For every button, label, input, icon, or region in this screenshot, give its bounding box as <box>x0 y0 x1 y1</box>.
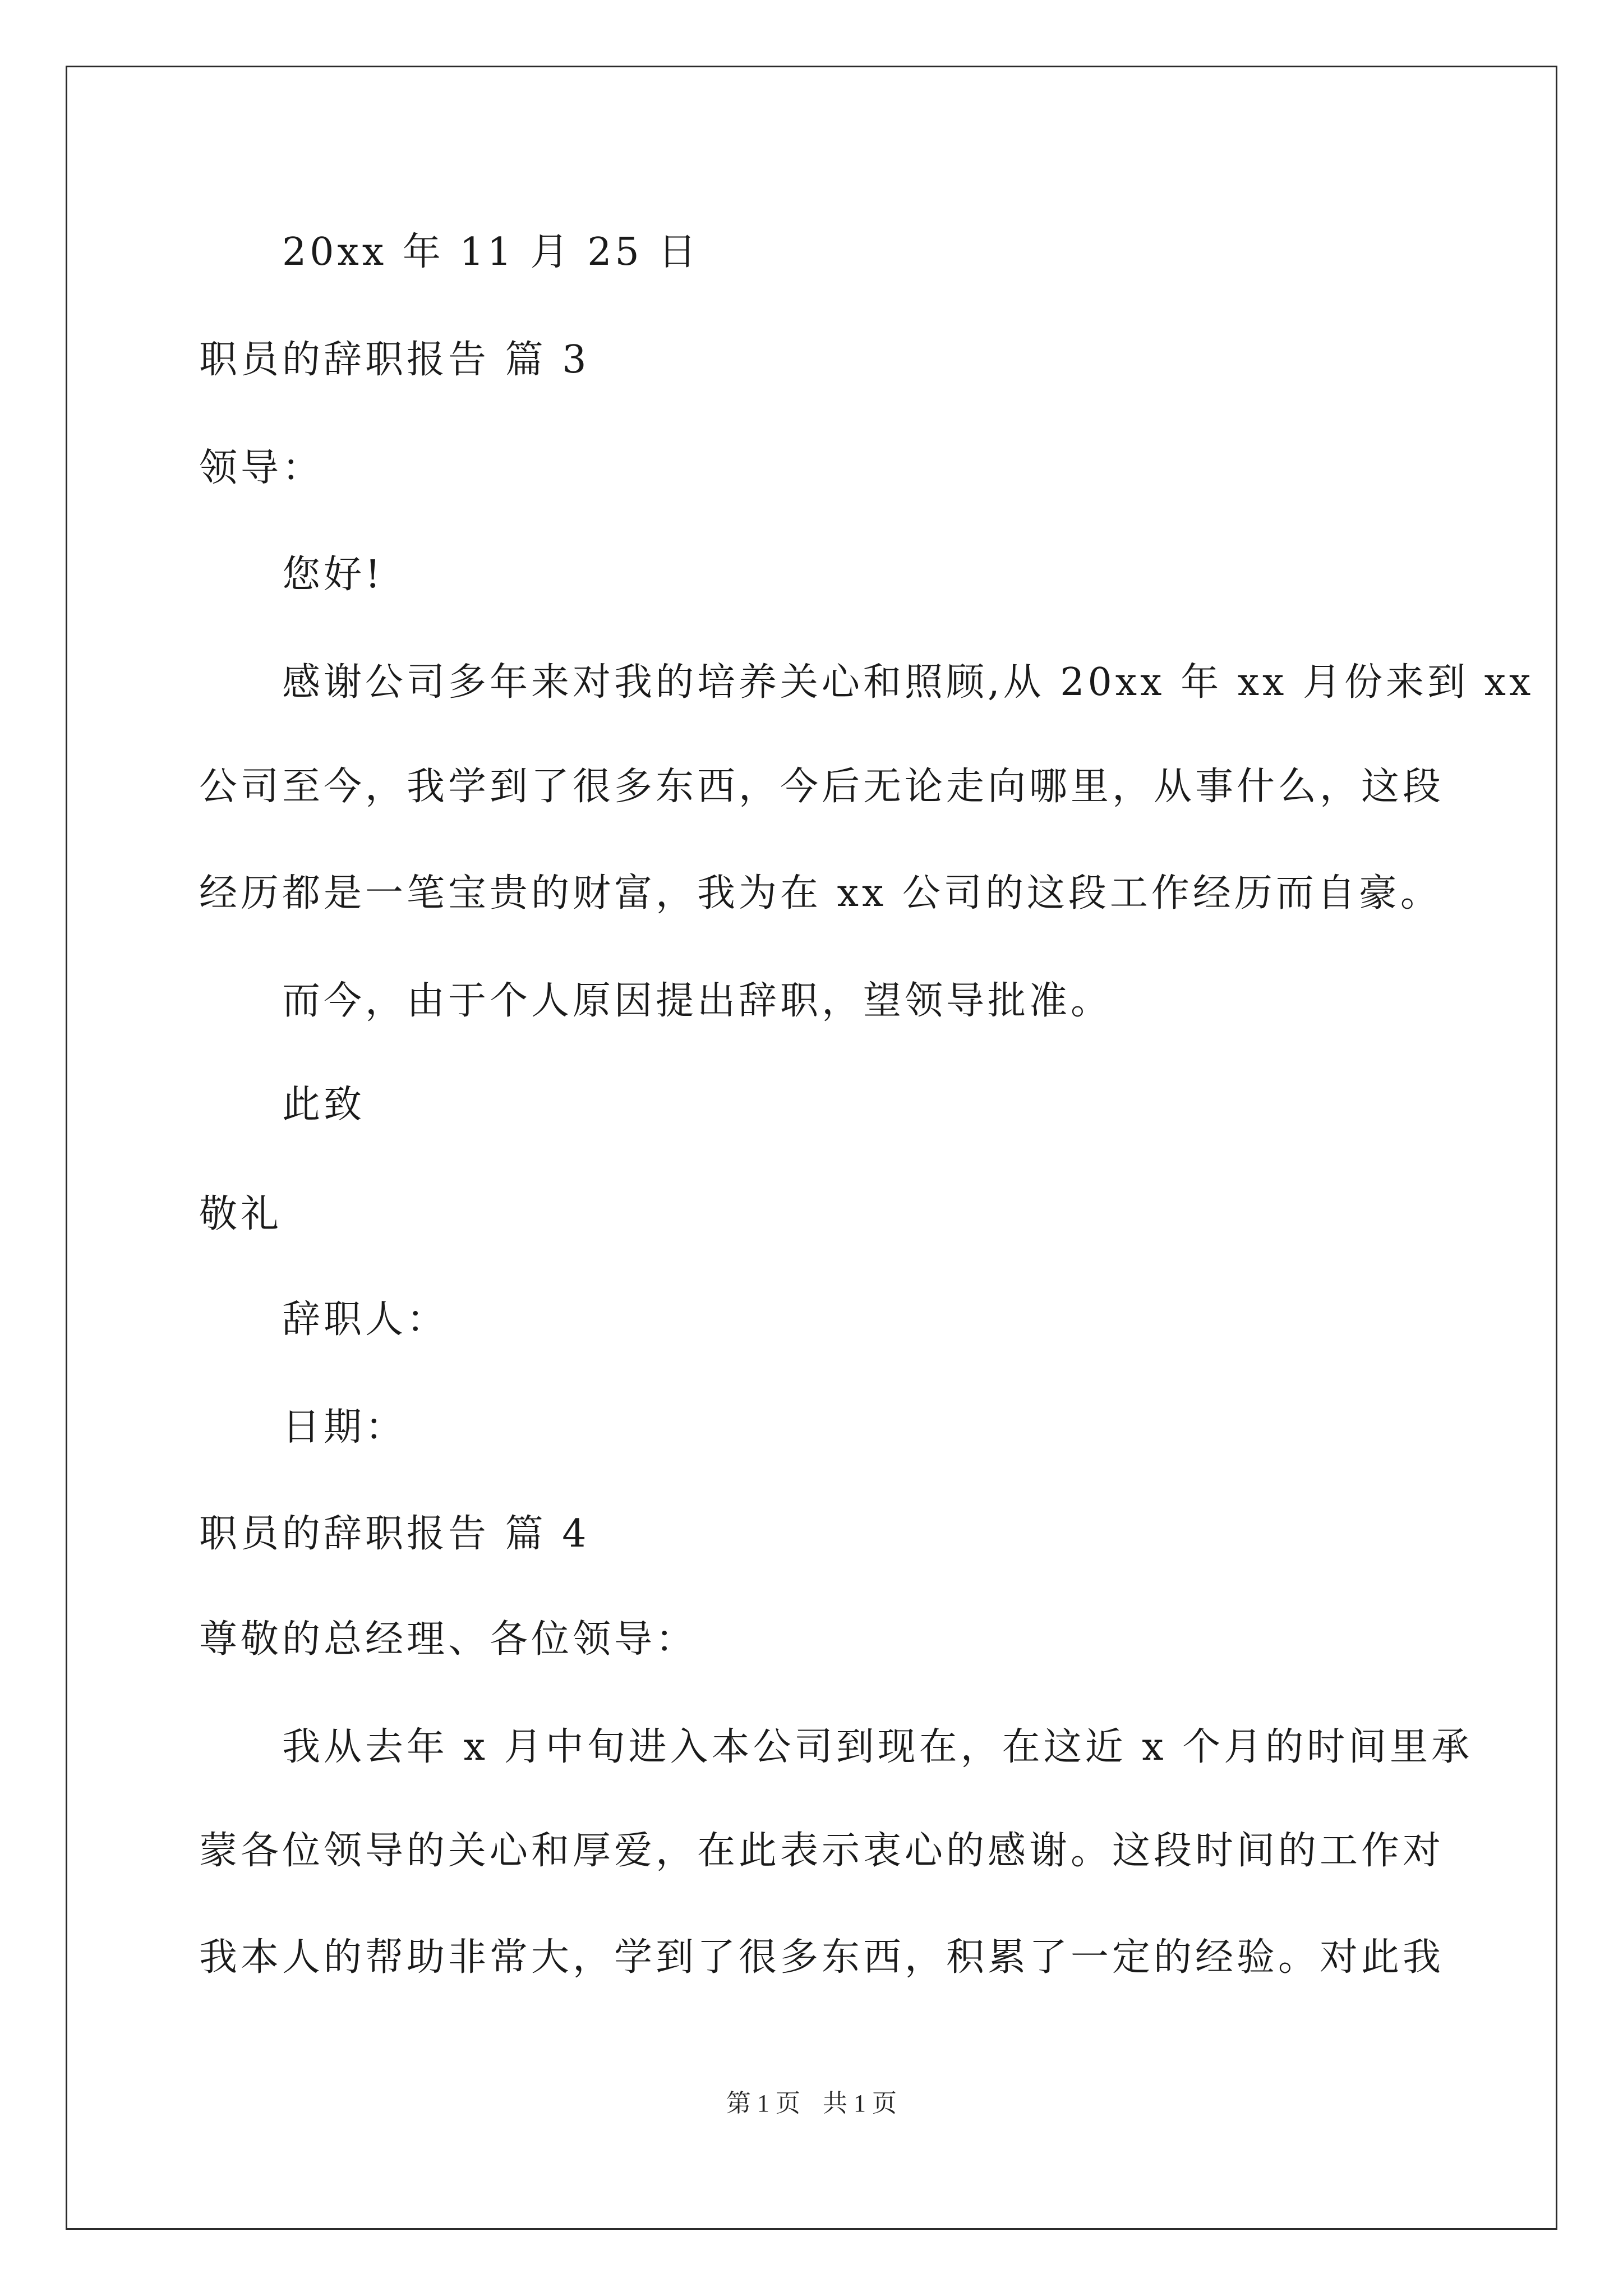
body-line: 而今，由于个人原因提出辞职，望领导批准。 <box>282 979 1113 1023</box>
date-label: 日期： <box>282 1405 407 1450</box>
body-line: 我本人的帮助非常大，学到了很多东西，积累了一定的经验。对此我 <box>199 1935 1445 1980</box>
page-total: 共 1 页 <box>823 2090 897 2117</box>
section-heading: 职员的辞职报告 篇 3 <box>199 338 590 382</box>
body-line: 经历都是一笔宝贵的财富，我为在 xx 公司的这段工作经历而自豪。 <box>199 871 1442 915</box>
page-number: 第 1 页 <box>726 2090 800 2117</box>
page-footer <box>0 2087 1623 2120</box>
body-line: 感谢公司多年来对我的培养关心和照顾,从 20xx 年 xx 月份来到 xx <box>282 660 1534 705</box>
body-line: 蒙各位领导的关心和厚爱，在此表示衷心的感谢。这段时间的工作对 <box>199 1829 1445 1873</box>
body-line: 我从去年 x 月中旬进入本公司到现在，在这近 x 个月的时间里承 <box>282 1725 1473 1769</box>
signature-label: 辞职人： <box>282 1297 449 1342</box>
closing-line: 此致 <box>282 1083 366 1127</box>
salutation: 尊敬的总经理、各位领导： <box>199 1617 698 1662</box>
section-heading: 职员的辞职报告 篇 4 <box>199 1512 590 1556</box>
salutation: 领导： <box>199 446 324 490</box>
date-line: 20xx 年 11 月 25 日 <box>282 230 700 274</box>
greeting: 您好! <box>282 553 384 597</box>
closing-line: 敬礼 <box>199 1192 283 1236</box>
body-line: 公司至今，我学到了很多东西，今后无论走向哪里，从事什么，这段 <box>199 765 1445 809</box>
page-border <box>66 66 1557 2230</box>
